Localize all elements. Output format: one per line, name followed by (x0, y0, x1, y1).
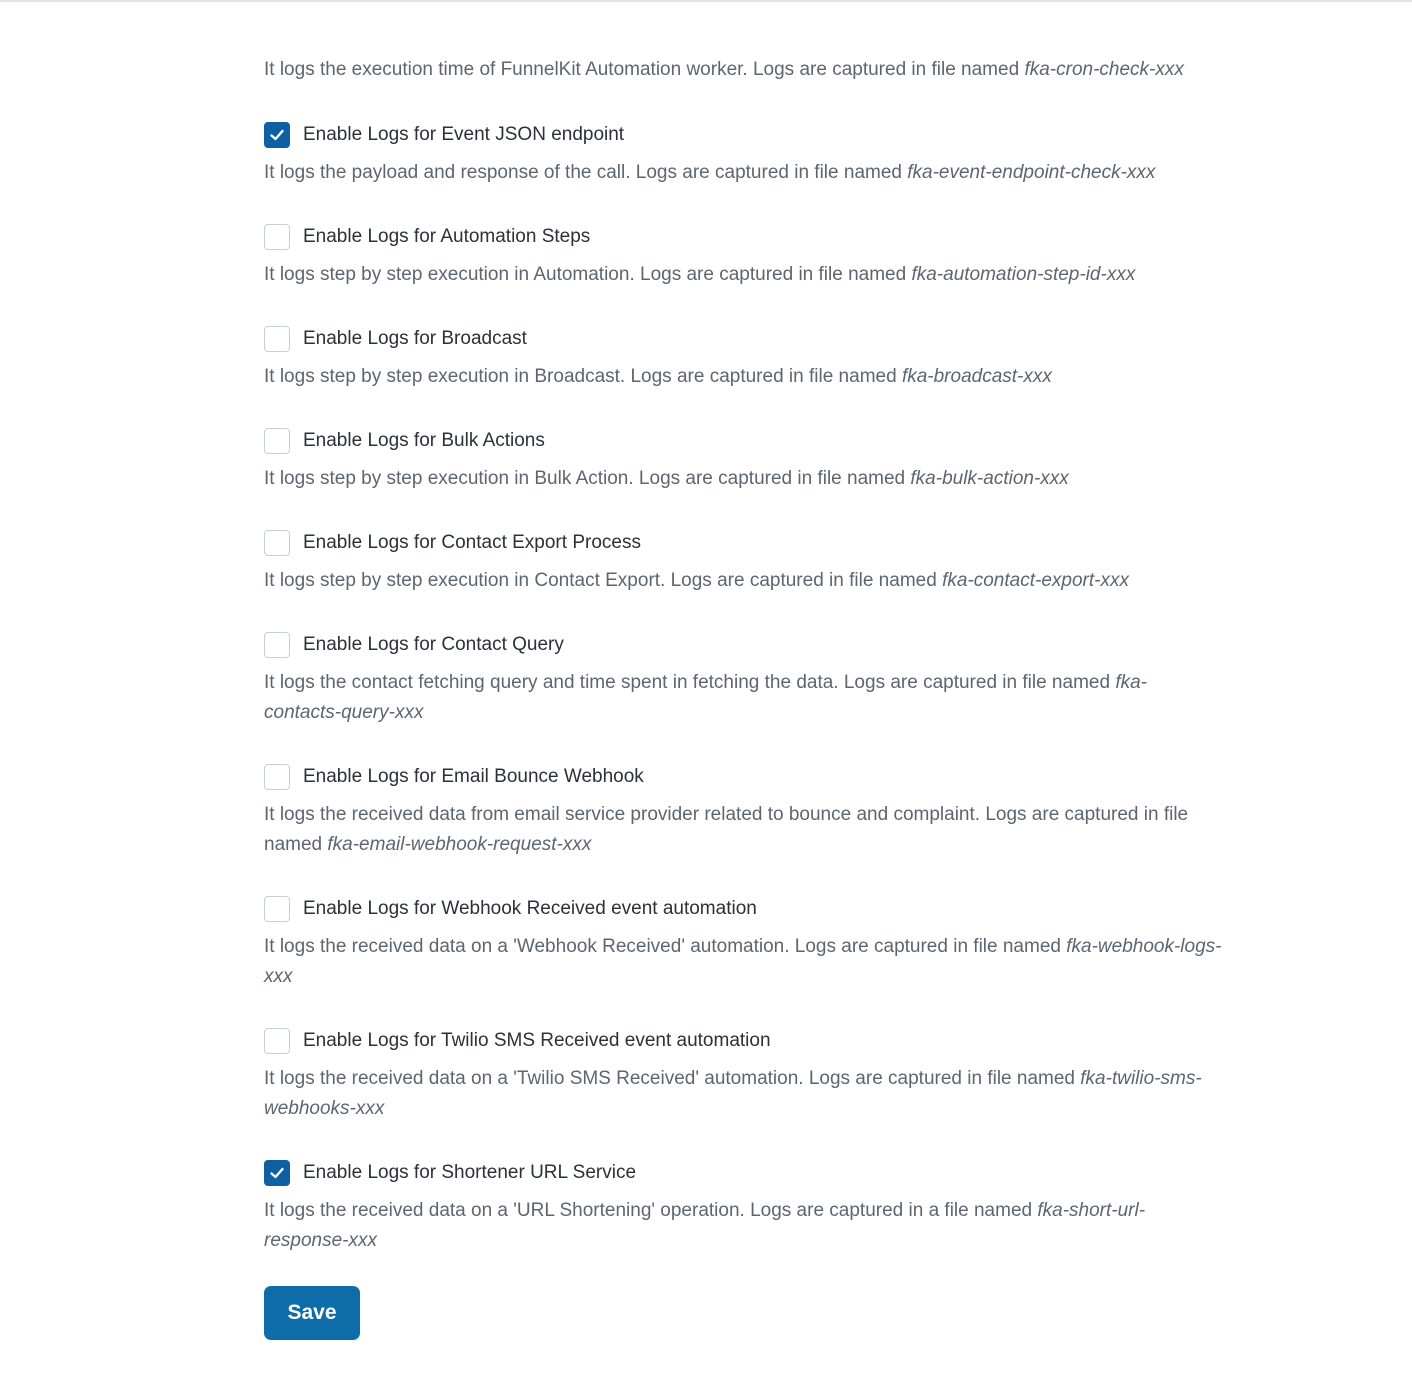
log-option-checkbox[interactable] (264, 632, 290, 658)
log-option-row[interactable] (264, 426, 1224, 456)
log-option-row[interactable] (264, 120, 1224, 150)
log-option-label: Enable Logs for Shortener URL Service (303, 1162, 637, 1183)
log-option-checkbox[interactable] (264, 896, 290, 922)
log-option-checkbox[interactable] (264, 764, 290, 790)
log-option-row[interactable] (264, 630, 1224, 660)
log-option-row[interactable] (264, 894, 1224, 924)
log-option-checkbox[interactable] (264, 1160, 290, 1186)
save-button[interactable]: Save (264, 1286, 360, 1340)
checkmark-icon (268, 126, 286, 144)
log-option-checkbox[interactable] (264, 1028, 290, 1054)
cron-check-description: It logs the execution time of FunnelKit Automation worker. Logs are captured in file named fka-cron-check-xxx (264, 59, 1184, 80)
log-option-row[interactable] (264, 528, 1224, 558)
log-option-description: It logs step by step execution in Broadcast. Logs are captured in file named fka-broadcast-xxx (264, 366, 1052, 387)
top-divider (0, 0, 1412, 2)
log-option (264, 1158, 1224, 1256)
log-option (264, 528, 1224, 596)
log-options-list (264, 120, 1224, 1256)
log-option (264, 426, 1224, 494)
log-option (264, 324, 1224, 392)
log-option-description: It logs the received data on a 'URL Shortening' operation. Logs are captured in a file named fka-short-url-response-xxx (264, 1200, 1146, 1251)
log-option (264, 1026, 1224, 1124)
log-option-description: It logs the payload and response of the call. Logs are captured in file named fka-event-endpoint-check-xxx (264, 162, 1156, 183)
log-option-row[interactable] (264, 1158, 1224, 1188)
log-option-label: Enable Logs for Broadcast (303, 328, 527, 349)
log-option-checkbox[interactable] (264, 224, 290, 250)
log-option-label: Enable Logs for Contact Export Process (303, 532, 641, 553)
log-option-description: It logs step by step execution in Automation. Logs are captured in file named fka-automation-step-id-xxx (264, 264, 1136, 285)
log-option-checkbox[interactable] (264, 428, 290, 454)
log-option-description: It logs step by step execution in Bulk Action. Logs are captured in file named fka-bulk-action-xxx (264, 468, 1069, 489)
log-option-description: It logs the contact fetching query and time spent in fetching the data. Logs are captured in file named fka-contacts-query-xxx (264, 672, 1147, 723)
log-option (264, 222, 1224, 290)
log-option-row[interactable] (264, 1026, 1224, 1056)
log-option (264, 894, 1224, 992)
log-option-description: It logs the received data from email service provider related to bounce and complaint. Logs are captured in file named fka-email-webhook-request-xxx (264, 804, 1189, 855)
log-option-label: Enable Logs for Automation Steps (303, 226, 591, 247)
log-option-row[interactable] (264, 324, 1224, 354)
log-option-label: Enable Logs for Twilio SMS Received event automation (303, 1030, 771, 1051)
log-option-label: Enable Logs for Contact Query (303, 634, 564, 655)
logging-settings-panel (264, 55, 1224, 1340)
log-option-row[interactable] (264, 762, 1224, 792)
log-option-checkbox[interactable] (264, 530, 290, 556)
log-option (264, 630, 1224, 728)
log-option-checkbox[interactable] (264, 326, 290, 352)
log-option-label: Enable Logs for Email Bounce Webhook (303, 766, 644, 787)
log-option-label: Enable Logs for Webhook Received event automation (303, 898, 757, 919)
log-option-description: It logs the received data on a 'Webhook Received' automation. Logs are captured in file named fka-webhook-logs-xxx (264, 936, 1222, 987)
checkmark-icon (268, 1164, 286, 1182)
log-option-description: It logs step by step execution in Contact Export. Logs are captured in file named fka-contact-export-xxx (264, 570, 1129, 591)
log-option-row[interactable] (264, 222, 1224, 252)
log-option-label: Enable Logs for Event JSON endpoint (303, 124, 625, 145)
log-option-description: It logs the received data on a 'Twilio SMS Received' automation. Logs are captured in file named fka-twilio-sms-webhooks-xxx (264, 1068, 1202, 1119)
log-option (264, 762, 1224, 860)
log-option (264, 120, 1224, 188)
log-option-checkbox[interactable] (264, 122, 290, 148)
log-option-label: Enable Logs for Bulk Actions (303, 430, 545, 451)
